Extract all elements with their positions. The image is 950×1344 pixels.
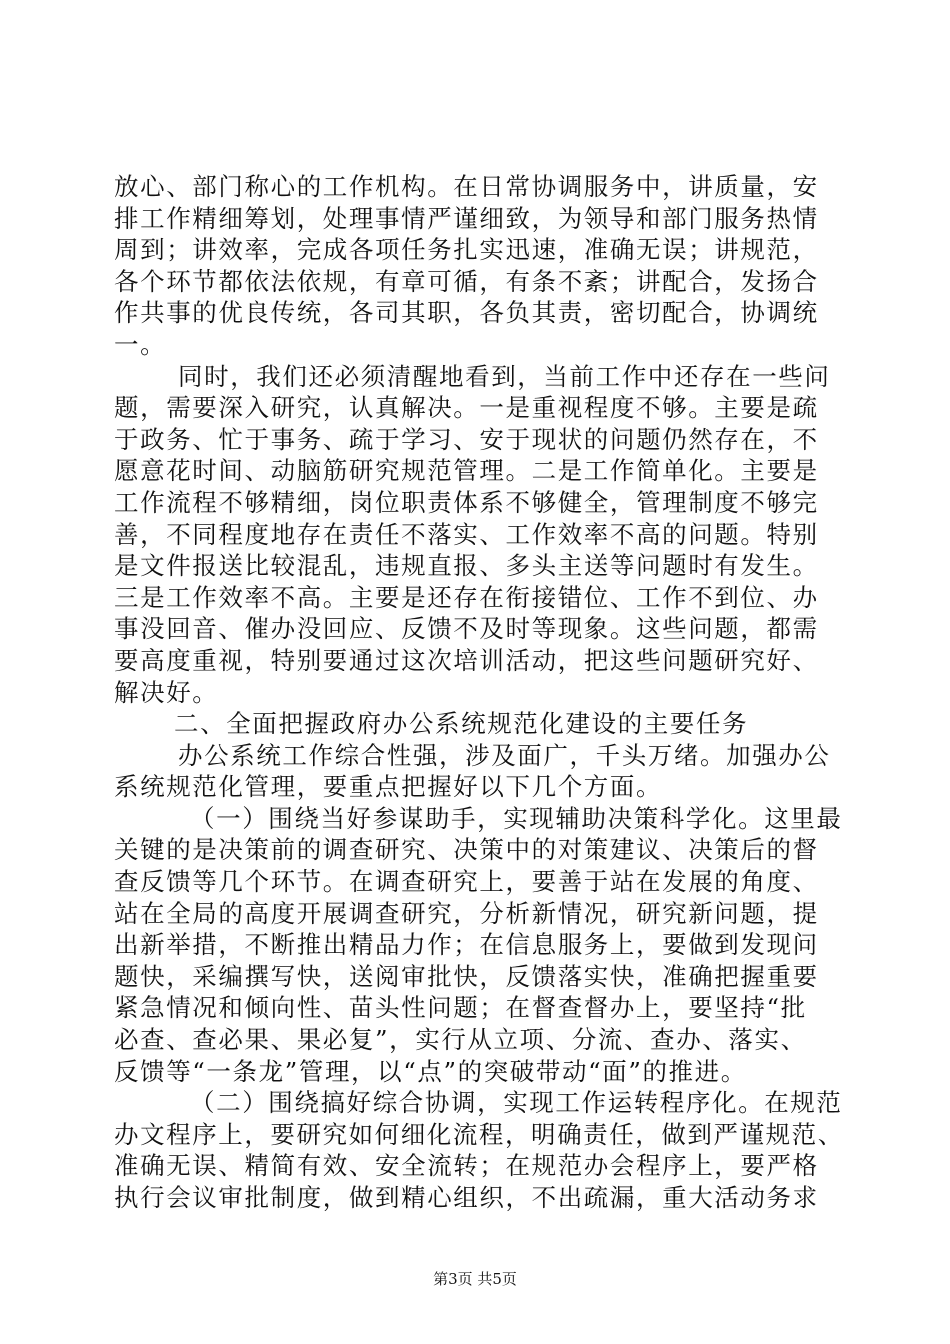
paragraph-first-line: 同时，我们还必须清醒地看到，当前工作中还存在一些问 — [178, 361, 831, 391]
subsection-first-line: （二）围绕搞好综合协调，实现工作运转程序化。在规范 — [190, 1088, 843, 1118]
document-body — [114, 171, 844, 1214]
text-line: 放心、部门称心的工作机构。在日常协调服务中，讲质量，安 — [114, 172, 819, 201]
text-line: 周到；讲效率，完成各项任务扎实迅速，准确无误；讲规范， — [114, 235, 819, 265]
text-line: 解决好。 — [114, 677, 219, 707]
text-line: 准确无误、精简有效、安全流转；在规范办会程序上，要严格 — [114, 1151, 819, 1181]
text-line: 反馈等“一条龙”管理，以“点”的突破带动“面”的推进。 — [114, 1056, 747, 1086]
text-line: 系统规范化管理，要重点把握好以下几个方面。 — [114, 772, 663, 802]
text-line: 执行会议审批制度，做到精心组织，不出疏漏，重大活动务求 — [114, 1183, 819, 1212]
text-line: 善，不同程度地存在责任不落实、工作效率不高的问题。特别 — [114, 519, 819, 549]
text-line: 题快，采编撰写快，送阅审批快，反馈落实快，准确把握重要 — [114, 961, 819, 991]
text-line: 题，需要深入研究，认真解决。一是重视程度不够。主要是疏 — [114, 393, 819, 423]
paragraph-first-line: 办公系统工作综合性强，涉及面广，千头万绪。加强办公 — [178, 740, 831, 770]
text-line: 必查、查必果、果必复”，实行从立项、分流、查办、落实、 — [114, 1025, 807, 1055]
text-line: 三是工作效率不高。主要是还存在衔接错位、工作不到位、办 — [114, 582, 819, 612]
text-line: 各个环节都依法依规，有章可循，有条不紊；讲配合，发扬合 — [114, 266, 819, 296]
text-line: 排工作精细筹划，处理事情严谨细致，为领导和部门服务热情 — [114, 203, 819, 233]
text-line: 紧急情况和倾向性、苗头性问题；在督查督办上，要坚持“批 — [114, 993, 807, 1023]
page-footer — [0, 1269, 950, 1289]
text-line: 办文程序上，要研究如何细化流程，明确责任，做到严谨规范、 — [114, 1119, 844, 1149]
text-line: 要高度重视，特别要通过这次培训活动，把这些问题研究好、 — [114, 645, 819, 675]
text-line: 关键的是决策前的调查研究、决策中的对策建议、决策后的督 — [114, 835, 819, 865]
text-line: 一。 — [114, 329, 167, 359]
text-line: 工作流程不够精细，岗位职责体系不够健全，管理制度不够完 — [114, 487, 819, 517]
text-line: 于政务、忙于事务、疏于学习、安于现状的问题仍然存在，不 — [114, 424, 819, 454]
text-line: 事没回音、催办没回应、反馈不及时等现象。这些问题，都需 — [114, 614, 819, 644]
text-line: 出新举措，不断推出精品力作；在信息服务上，要做到发现问 — [114, 930, 819, 960]
text-line: 站在全局的高度开展调查研究，分析新情况，研究新问题，提 — [114, 898, 819, 928]
text-line: 是文件报送比较混乱，违规直报、多头主送等问题时有发生。 — [114, 551, 819, 581]
section-heading: 二、全面把握政府办公系统规范化建设的主要任务 — [174, 709, 749, 739]
text-line: 查反馈等几个环节。在调查研究上，要善于站在发展的角度、 — [114, 867, 819, 897]
text-line: 作共事的优良传统，各司其职，各负其责，密切配合，协调统 — [114, 298, 819, 328]
text-line: 愿意花时间、动脑筋研究规范管理。二是工作简单化。主要是 — [114, 456, 819, 486]
subsection-first-line: （一）围绕当好参谋助手，实现辅助决策科学化。这里最 — [190, 803, 843, 833]
page-number: 第3页 共5页 — [433, 1270, 517, 1288]
